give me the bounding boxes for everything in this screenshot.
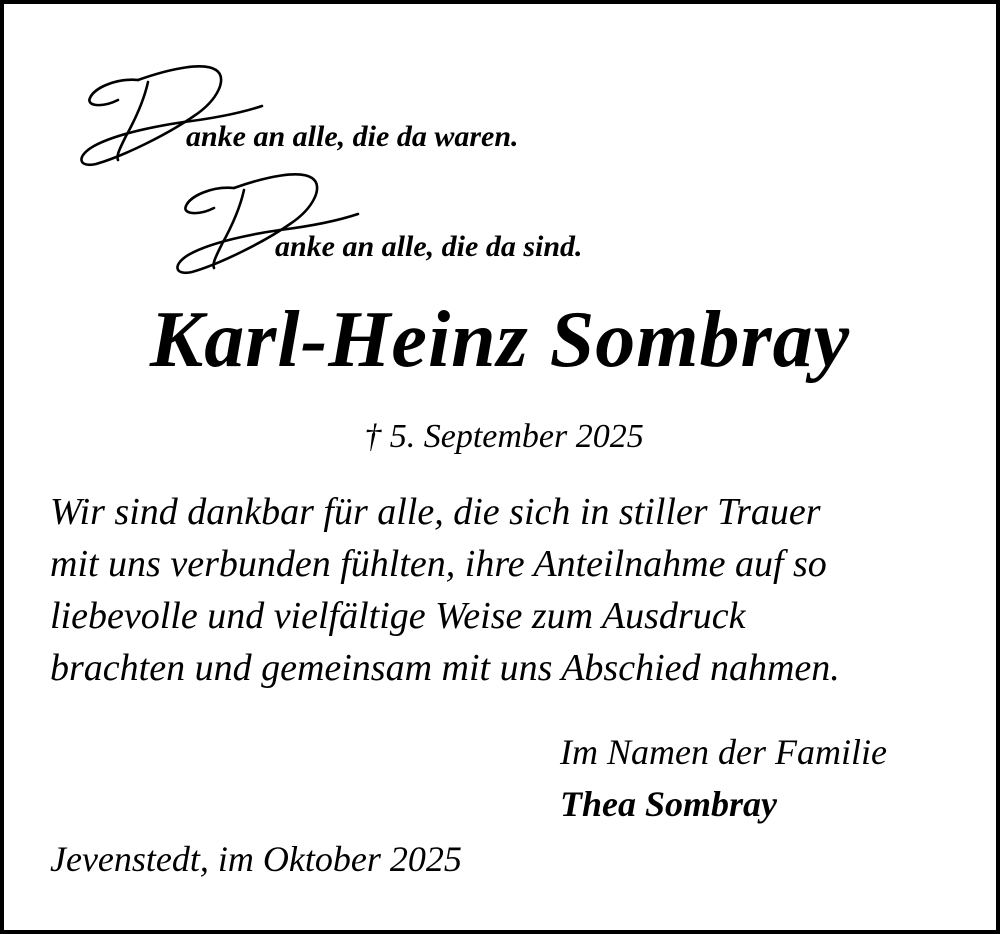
family-name: Thea Sombray — [560, 784, 778, 824]
message-line: mit uns verbunden fühlten, ihre Anteilnahme auf so — [50, 543, 827, 585]
script-letter-d-icon — [76, 60, 266, 170]
thanks-text-1: anke an alle, die da waren. — [186, 120, 519, 153]
thanks-line-1 — [76, 60, 656, 180]
thanks-text-2: anke an alle, die da sind. — [275, 230, 583, 263]
message-line: liebevolle und vielfältige Weise zum Ausdruck — [50, 595, 746, 637]
gratitude-message — [50, 486, 970, 694]
family-signature — [560, 726, 980, 830]
death-date: † 5. September 2025 — [364, 418, 644, 455]
message-line: brachten und gemeinsam mit uns Abschied nahmen. — [50, 647, 840, 689]
thanks-line-2 — [172, 168, 712, 288]
deceased-name: Karl-Heinz Sombray — [149, 296, 851, 384]
family-intro: Im Namen der Familie — [560, 732, 887, 772]
message-line: Wir sind dankbar für alle, die sich in stiller Trauer — [50, 491, 821, 533]
place-date: Jevenstedt, im Oktober 2025 — [50, 839, 462, 879]
